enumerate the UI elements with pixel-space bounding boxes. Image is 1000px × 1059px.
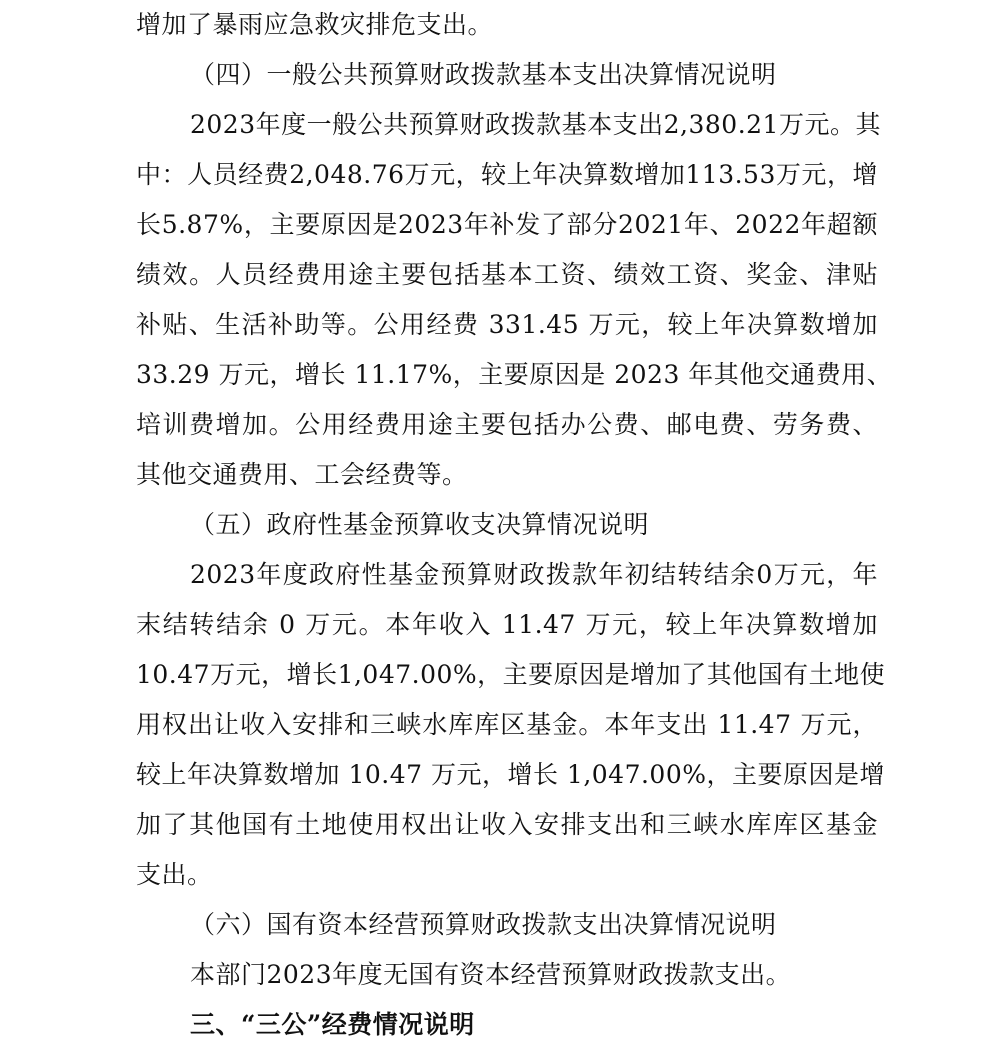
- paragraph-line: 本部门2023年度无国有资本经营预算财政拨款支出。: [190, 960, 792, 989]
- paragraph-line: 加了其他国有土地使用权出让收入安排支出和三峡水库库区基金: [136, 810, 878, 839]
- paragraph-line: 补贴、生活补助等。公用经费 331.45 万元，较上年决算数增加: [136, 310, 878, 339]
- paragraph-line: 末结转结余 0 万元。本年收入 11.47 万元，较上年决算数增加: [136, 610, 878, 639]
- paragraph-line: 长5.87%，主要原因是2023年补发了部分2021年、2022年超额: [136, 210, 878, 239]
- paragraph-line: 增加了暴雨应急救灾排危支出。: [136, 10, 494, 39]
- paragraph-line: 其他交通费用、工会经费等。: [136, 460, 468, 489]
- section-heading-5: （五）政府性基金预算收支决算情况说明: [190, 510, 650, 539]
- paragraph-line: 中：人员经费2,048.76万元，较上年决算数增加113.53万元，增: [136, 160, 878, 189]
- paragraph-line: 2023年度一般公共预算财政拨款基本支出2,380.21万元。其: [190, 110, 881, 139]
- paragraph-line: 10.47万元，增长1,047.00%，主要原因是增加了其他国有土地使: [136, 660, 886, 689]
- paragraph-line: 2023年度政府性基金预算财政拨款年初结转结余0万元，年: [190, 560, 878, 589]
- paragraph-line: 33.29 万元，增长 11.17%，主要原因是 2023 年其他交通费用、: [136, 360, 893, 389]
- paragraph-line: 用权出让收入安排和三峡水库库区基金。本年支出 11.47 万元，: [136, 710, 878, 739]
- paragraph-line: 绩效。人员经费用途主要包括基本工资、绩效工资、奖金、津贴: [136, 260, 878, 289]
- paragraph-line: 较上年决算数增加 10.47 万元，增长 1,047.00%，主要原因是增: [136, 760, 885, 789]
- section-heading-6: （六）国有资本经营预算财政拨款支出决算情况说明: [190, 910, 777, 939]
- section-heading-4: （四）一般公共预算财政拨款基本支出决算情况说明: [190, 60, 777, 89]
- paragraph-line: 支出。: [136, 860, 213, 889]
- paragraph-line: 培训费增加。公用经费用途主要包括办公费、邮电费、劳务费、: [136, 410, 878, 439]
- section-heading-3: 三、“三公”经费情况说明: [190, 1010, 475, 1039]
